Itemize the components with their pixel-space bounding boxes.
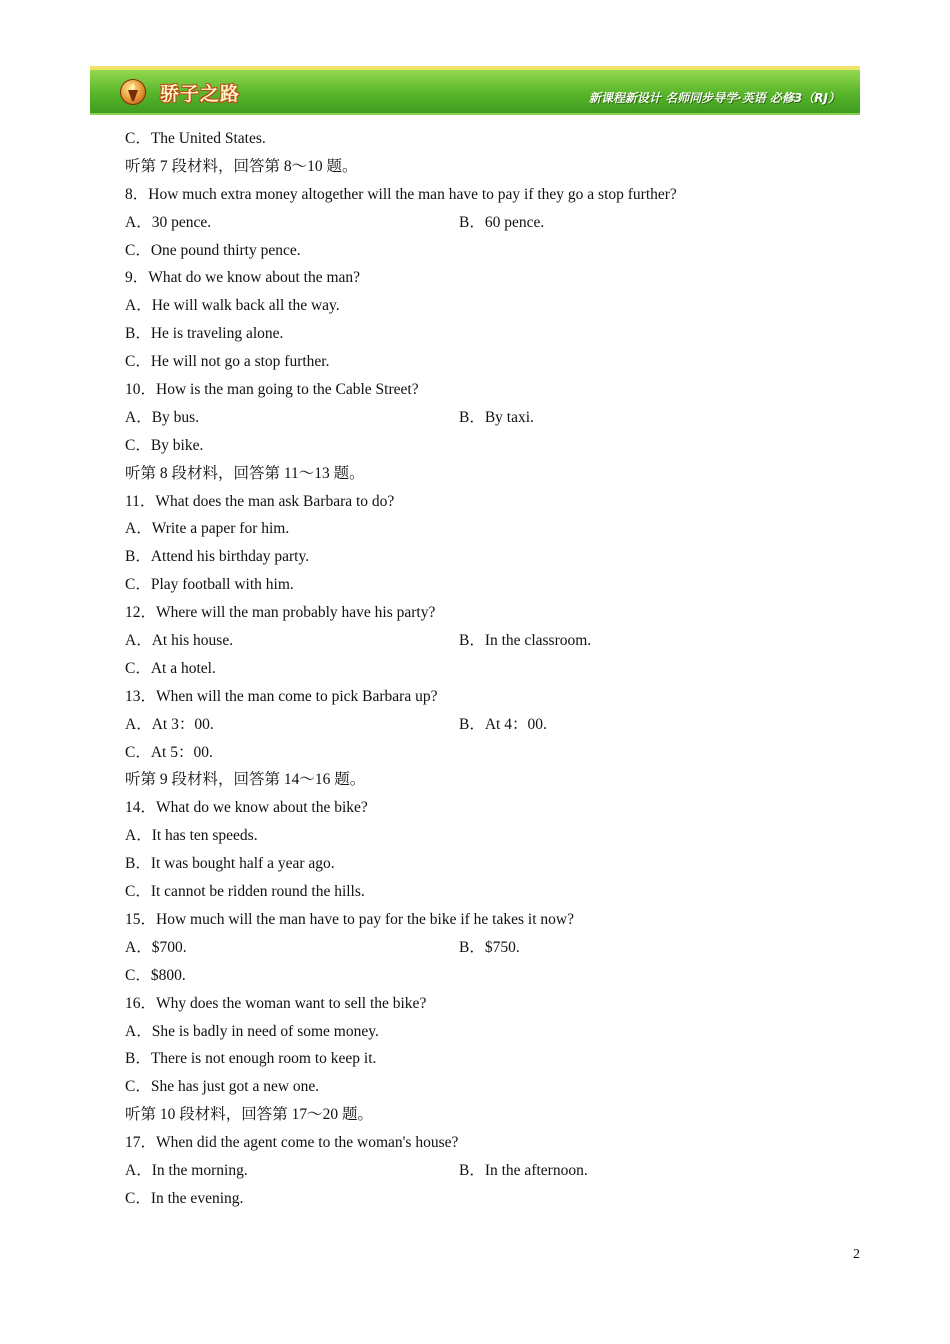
text-line [125, 657, 860, 685]
text-line [125, 908, 860, 936]
line-text: 14．What do we know about the bike? [125, 799, 368, 817]
text-line [125, 796, 860, 824]
line-text: 16．Why does the woman want to sell the bike? [125, 994, 427, 1012]
line-text: A．Write a paper for him. [125, 520, 290, 538]
text-line [125, 1187, 860, 1215]
line-text: 听第 9 段材料，回答第 14～16 题。 [125, 771, 366, 789]
page-number: 2 [853, 1247, 860, 1262]
line-text: B．It was bought half a year ago. [125, 855, 335, 873]
text-line [125, 880, 860, 908]
text-line [125, 1131, 860, 1159]
line-text: C．She has just got a new one. [125, 1078, 320, 1096]
option-b-text: B．$750. [459, 938, 520, 956]
line-text: C．$800. [125, 966, 186, 984]
question-list [125, 127, 860, 1215]
line-text: 9．What do we know about the man? [125, 269, 361, 287]
line-text: C．Play football with him. [125, 576, 294, 594]
text-line [125, 768, 860, 796]
text-line [125, 713, 860, 741]
line-text: 10．How is the man going to the Cable Street? [125, 381, 419, 399]
text-line [125, 127, 860, 155]
text-line [125, 601, 860, 629]
text-line [125, 824, 860, 852]
line-text: 15．How much will the man have to pay for the bike if he takes it now? [125, 910, 574, 928]
line-text: 13．When will the man come to pick Barbara up? [125, 687, 438, 705]
text-line [125, 239, 860, 267]
torch-logo-icon [120, 79, 146, 105]
text-line [125, 992, 860, 1020]
line-text: C．One pound thirty pence. [125, 241, 301, 259]
line-text: A．At his house. [125, 632, 234, 650]
option-b-text: B．By taxi. [459, 408, 534, 426]
line-text: B．Attend his birthday party. [125, 548, 310, 566]
text-line [125, 685, 860, 713]
line-text: C．It cannot be ridden round the hills. [125, 883, 365, 901]
text-line [125, 964, 860, 992]
option-b-text: B．60 pence. [459, 213, 545, 231]
text-line [125, 517, 860, 545]
line-text: C．In the evening. [125, 1189, 244, 1207]
option-b-text: B．In the classroom. [459, 632, 592, 650]
line-text: 听第 10 段材料，回答第 17～20 题。 [125, 1106, 374, 1124]
text-line [125, 741, 860, 769]
text-line [125, 211, 860, 239]
line-text: C．At a hotel. [125, 659, 216, 677]
option-b-text: B．At 4：00. [459, 715, 547, 733]
text-line [125, 1159, 860, 1187]
text-line [125, 545, 860, 573]
option-b-text: B．In the afternoon. [459, 1161, 588, 1179]
line-text: C．The United States. [125, 130, 266, 147]
text-line [125, 406, 860, 434]
text-line [125, 1103, 860, 1131]
text-line [125, 573, 860, 601]
text-line [125, 1020, 860, 1048]
line-text: 11．What does the man ask Barbara to do? [125, 492, 395, 510]
line-text: A．30 pence. [125, 213, 212, 231]
text-line [125, 462, 860, 490]
text-line [125, 266, 860, 294]
text-line [125, 1047, 860, 1075]
line-text: 听第 7 段材料，回答第 8～10 题。 [125, 157, 358, 175]
brand-title: 骄子之路 [160, 83, 241, 105]
line-text: 12．Where will the man probably have his party? [125, 604, 436, 622]
line-text: 8．How much extra money altogether will the man have to pay if they go a stop further? [125, 185, 677, 203]
line-text: C．He will not go a stop further. [125, 353, 330, 371]
line-text: A．In the morning. [125, 1161, 248, 1179]
line-text: A．She is badly in need of some money. [125, 1022, 379, 1040]
text-line [125, 1075, 860, 1103]
series-title: 新课程新设计 名师同步导学·英语 必修3（RJ） [589, 91, 840, 105]
text-line [125, 936, 860, 964]
text-line [125, 490, 860, 518]
header-banner [90, 70, 860, 115]
line-text: C．By bike. [125, 436, 204, 454]
text-line [125, 155, 860, 183]
line-text: 听第 8 段材料，回答第 11～13 题。 [125, 464, 365, 482]
line-text: B．He is traveling alone. [125, 325, 284, 343]
text-line [125, 629, 860, 657]
line-text: A．It has ten speeds. [125, 827, 258, 845]
line-text: 17．When did the agent come to the woman's house? [125, 1134, 459, 1152]
line-text: B．There is not enough room to keep it. [125, 1050, 377, 1068]
line-text: C．At 5：00. [125, 743, 213, 761]
text-line [125, 378, 860, 406]
text-line [125, 434, 860, 462]
line-text: A．He will walk back all the way. [125, 297, 340, 315]
line-text: A．$700. [125, 938, 187, 956]
line-text: A．At 3：00. [125, 715, 214, 733]
text-line [125, 294, 860, 322]
text-line [125, 183, 860, 211]
text-line [125, 322, 860, 350]
text-line [125, 350, 860, 378]
text-line [125, 852, 860, 880]
line-text: A．By bus. [125, 408, 200, 426]
